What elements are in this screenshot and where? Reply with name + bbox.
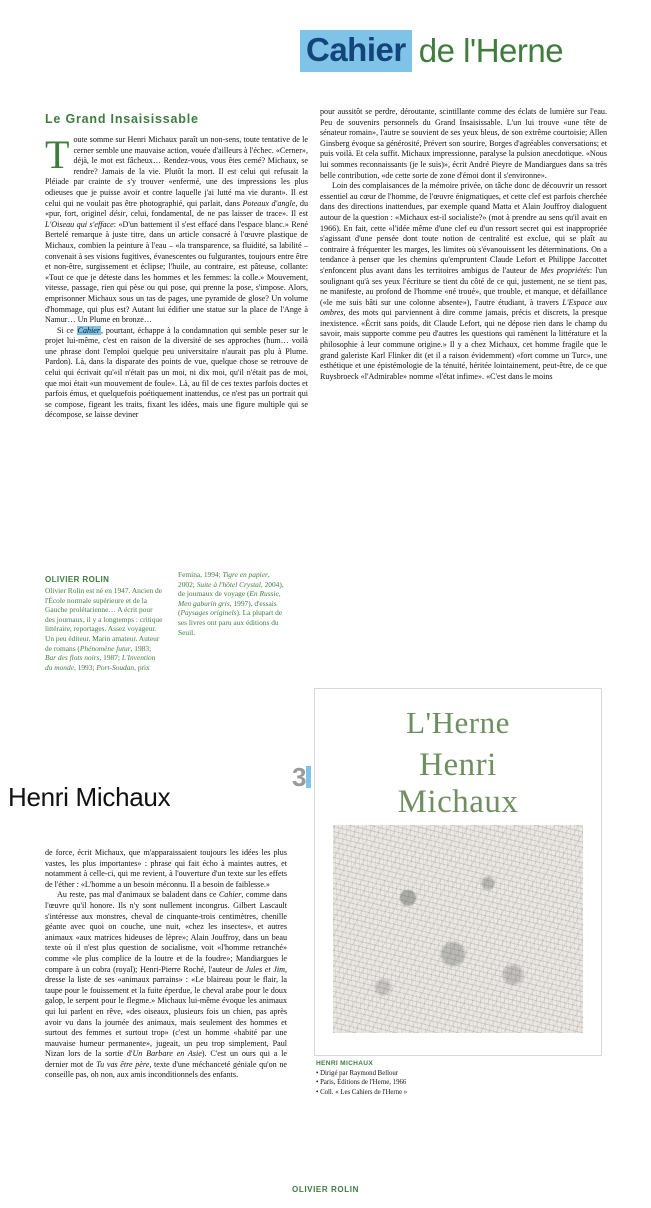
masthead-rest: de l'Herne (418, 32, 564, 69)
paragraph (45, 848, 287, 890)
paragraph-text: de force, écrit Michaux, que m'apparaissaient toujours les idées les plus vastes, les plus importantes» : phrase qui fait écho à maintes autres, et notamment à celle-ci, qui me revient, à l'ouverture d'un texte sur les effets de l'éther : «L'homme a un besoin méconnu. Il a besoin de faiblesse.» (45, 848, 287, 889)
bio-text: Olivier Rolin est né en 1947. Ancien de l'École normale supérieure et de la Gauche prolétarienne… A écrit pour des journaux, il y a longtemps : critique littéraire, reportages. Assez voyageur. Un peu éditeur. Marin amateur. Auteur de romans ( (45, 586, 163, 653)
folio-bar (306, 766, 311, 788)
caption-item: • Coll. « Les Cahiers de l'Herne » (316, 1088, 596, 1097)
paragraph (320, 181, 607, 382)
author-bio-column-1 (45, 586, 163, 672)
bio-text: , 1997), d'essais ( (178, 598, 277, 618)
italic-title: L'Oiseau qui s'efface (45, 219, 114, 229)
author-bio-name: OLIVIER ROLIN (45, 575, 110, 584)
italic-title: Mes propriétés (540, 265, 590, 275)
bio-text: , 1983; (130, 643, 152, 653)
book-cover-figure (314, 688, 602, 1056)
paragraph-text: oute somme sur Henri Michaux paraît un non-sens, toute tentative de le cerner semble une mauvaise action, vouée d'ailleurs à l'échec. «Cerner», déjà, le mot est fâcheux… Rendez-vous, vous êtes cerné? Michaux, se rendre? Jamais de la vie. Plutôt la mort. Il est celui qui refusait la Pléiade par crainte de s'y trouver «enfermé, une des impressions les plus odieuses que je puisse avoir et contre laquelle j'ai lutté ma vie durant». Il est celui qui ne voulait pas être photographié, qui parlait, dans (45, 135, 308, 208)
paragraph (320, 107, 607, 181)
italic-title: Tigre en papier (222, 570, 268, 579)
caption-item: • Paris, Éditions de l'Herne, 1966 (316, 1078, 596, 1087)
bio-text: ). La plupart de ses livres ont paru aux éditions du Seuil. (178, 608, 283, 637)
paragraph-text: ). C'est un ours qui a le dernier mot de (45, 1049, 287, 1069)
footer-author-name: OLIVIER ROLIN (292, 1185, 359, 1194)
paragraph-text: , dresse la liste de ses «animaux parrains» : «Le blaireau pour le flair, la taupe pour le fouissement et la fuite éperdue, le cheval arabe pour le doux galop, le serpent pour le flegme.» Michaux lui-même évoque les animaux qui lui parlent en rêve, «des oiseaux, plusieurs fois un chien, pas après avoir vu dans la journée des animaux, mais seulement des hommes et surtout des femmes et surtout trop» (c'est un homme «habité par une mauvaise humeur permanente», jugeait, un peu trop simplement, Paul Nizan lors de la sortie d' (45, 964, 287, 1059)
italic-title: En Russie, Men gaburin gris (178, 589, 281, 608)
italic-title: Un Barbare en Asie (132, 1049, 202, 1059)
paragraph-text: : l'un soulignant qu'à ses yeux l'écriture se tient du côté de ce qui, justement, ne se tient pas, ne manifeste, au profond de l'homme «né troué», que trouble, et manque, et défaillance («le me suis bâti sur une colonne absente»), l'autre étudiant, à travers (320, 265, 607, 307)
section-title: Le Grand Insaisissable (45, 112, 199, 126)
paragraph-text: Loin des complaisances de la mémoire privée, on tâche donc de découvrir un ressort essentiel au cœur de l'homme, de l'œuvre énigmatiques, et cette clef est parfois cherchée dans des directions inattendues, par exemple quand Matta et Alain Jouffroy dialoguent autour de la question : «Michaux est-il socialiste?» (mot à prendre au sens qu'il avait en 1966). En fait, cette «l'idée même d'une clef eu d'un ressort secret qui est inappropriée s'agissant d'une pensée dont toute notion de centralité est exclue, qui se plaît au contraire à fréquenter les marges, les limites où s'évanouissent les déterminations. On a tendance à penser que les chemins qu'empruntent Claude Lefort et Philippe Jaccottet s'enfoncent plus avant dans les territoires ambigus de l'auteur de (320, 181, 607, 275)
paragraph-text: pour aussitôt se perdre, déroutante, scintillante comme des éclats de lumière sur l'eau. Peu de souvenirs personnels du Grand Insaisissable. L'un lui trouve «une tête de sénateur romain», l'autre se souvient de ses yeux bleus, de son extrême courtoisie; Allen Ginsberg évoque sa générosité, Prévert son sourire, Borges d'agréables conversations; et puis voilà. Et cela suffit. Michaux impressionne, paralyse la pulsion anecdotique. «Nous lui sommes reconnaissants (je le suis)», écrit André Pieyre de Mandiargues dans sa très belle contribution, «de cette sorte de zone d'émoi dont il s'environne». (320, 107, 607, 180)
italic-word: désir (109, 209, 126, 219)
body-column-left (45, 132, 309, 421)
masthead (300, 30, 630, 72)
cover-author-first: Henri (419, 747, 497, 783)
italic-title: Tu vas être père (96, 1059, 150, 1069)
paragraph-text: , des mots qui parviennent à dire comme jamais, précis et discrets, la presque inexistence. «Écrit sans poids, dit Claude Lefort, qui ne dépose rien dans le champ du savoir, mais supporte comme peu d'autres les questions qui ramènent la littérature et la philosophie à leur commune origine.» Il y a chez Michaux, cet homme fragile que le grand galeriste Karl Flinker dit (et il a raison évidemment) «fort comme un Turc», une esthétique et une épistémologie de la ténuité, héritée lointainement, peut-être, de ce que Ruysbroeck «l'Admirable» nomme «l'état infime». «C'est dans le moins (320, 308, 607, 381)
bio-text: Femina, 1994; (178, 570, 223, 579)
italic-title: Bar des flots noirs (45, 653, 100, 663)
italic-title: L'Invention du monde (45, 653, 156, 672)
cover-author-last: Michaux (397, 784, 519, 820)
figure-caption-list (316, 1069, 596, 1097)
cover-artwork (333, 825, 583, 1033)
page-title: Henri Michaux (8, 782, 171, 812)
italic-title: Phénomène futur (79, 643, 131, 653)
figure-caption-title: HENRI MICHAUX (316, 1060, 374, 1067)
author-bio-column-2 (178, 570, 288, 637)
paragraph-text: Au reste, pas mal d'animaux se baladent dans ce (57, 890, 219, 900)
body-column-right (320, 107, 607, 382)
italic-title: Jules et Jim (245, 964, 285, 974)
bio-text: , 1987; (99, 653, 122, 663)
cover-title-line-2 (315, 747, 601, 821)
body-column-lower (45, 848, 287, 1081)
italic-title: Cahier (218, 890, 242, 900)
paragraph (45, 326, 308, 421)
masthead-highlight: Cahier (300, 30, 412, 72)
caption-item: • Dirigé par Raymond Bellour (316, 1069, 596, 1078)
paragraph-text: , pourtant, échappe à la condamnation qui semble peser sur le projet lui-même, c'est en raison de la diversité de ses approches (hum… voilà une phrase dont l'emploi quelque peu universitaire n'aurait pas plu à Plume. Pardon). Là, dans la disparate des points de vue, quelque chose se retrouve de celui qui écrivait qu'«il n'était pas un moi, ni dix moi, qu'il n'était pas de moi, que moi était «un mouvement de foule». Là, au fil de ces textes parfois doctes et parfois émus, et quelquefois poétiquement inattendus, ce n'est pas un portrait qui se compose, figeant les traits, fixant les idées, mais une figure multiple qui se décompose, se laisse deviner (45, 325, 308, 420)
italic-title: L'Espace aux ombres (320, 297, 607, 318)
paragraph-text: , du «pur, fort, originel (45, 198, 309, 219)
cover-title-line-1: L'Herne (406, 705, 510, 740)
folio-number: 3 (292, 762, 306, 792)
paragraph-text: , celui, fondamental, de ne pas laisser de trace». Il est (125, 209, 308, 219)
paragraph-text: Si ce (57, 325, 77, 335)
page-folio (292, 762, 311, 793)
italic-title: Poteaux d'angle (242, 198, 296, 208)
drop-cap: T (45, 132, 70, 177)
bio-text: , prix (134, 662, 150, 672)
italic-title: Suite à l'hôtel Crystal (196, 579, 261, 589)
paragraph (45, 890, 287, 1081)
paragraph-text: : «D'un battement il s'est effacé dans l'espace blanc.» René Bertelé remarque à juste titre, dans un article consacré à l'œuvre plastique de Michaux, combien la peinture à l'eau – «la transparence, sa fluidité, sa labilité – convenait à ses visions fugitives, évanescentes ou fulgurantes, toujours entre être et non-être, surgissement et éclipse; l'huile, au contraire, est pâteuse, collante: «Tout ce que je déteste dans les hommes et les femmes: la colle.» Mouvement, vitesse, passage, rien qui pèse ou qui pose, qui prenne la pose, s'impose. Alors, emprisonner Michaux sous un tas de pages, une pyramide de glose? Un volume d'hommage, qui plus est? Autant lui édifier une statue sur la place de l'Ange à Namur… Un Plume en bronze… (45, 219, 308, 325)
italic-title: Paysages originels (180, 608, 237, 618)
paragraph-text: , texte d'une méchanceté géniale qu'on ne conseille pas, oh non, aux amis inconditionnels des enfants. (45, 1059, 288, 1080)
bio-text: , 2002; (178, 570, 270, 589)
italic-title: Port-Soudan (96, 662, 135, 672)
highlighted-word: Cahier (77, 325, 101, 335)
paragraph-text: , comme dans l'œuvre qu'il honore. Ils n'y sont nullement incongrus. Gilbert Lascault s'intéresse aux monstres, cheval de cinquante-trois centimètres, chenille géante avec quoi on couche, une nuit, «chez les insectes», et autres animaux «aux matrices hideuses de lèpre»; Alain Jouffroy, dans un beau texte où il n'est plus question de socialisme, voit «l'homme retranché» comme «le plus complice de la loutre et de la foudre»; Mandiargues le compare à un cobra (royal); Henri-Pierre Roché, l'auteur de (45, 890, 287, 974)
bio-text: , 2004), de journaux de voyage ( (178, 579, 284, 599)
bio-text: , 1993; (73, 662, 97, 672)
paragraph (45, 132, 309, 326)
